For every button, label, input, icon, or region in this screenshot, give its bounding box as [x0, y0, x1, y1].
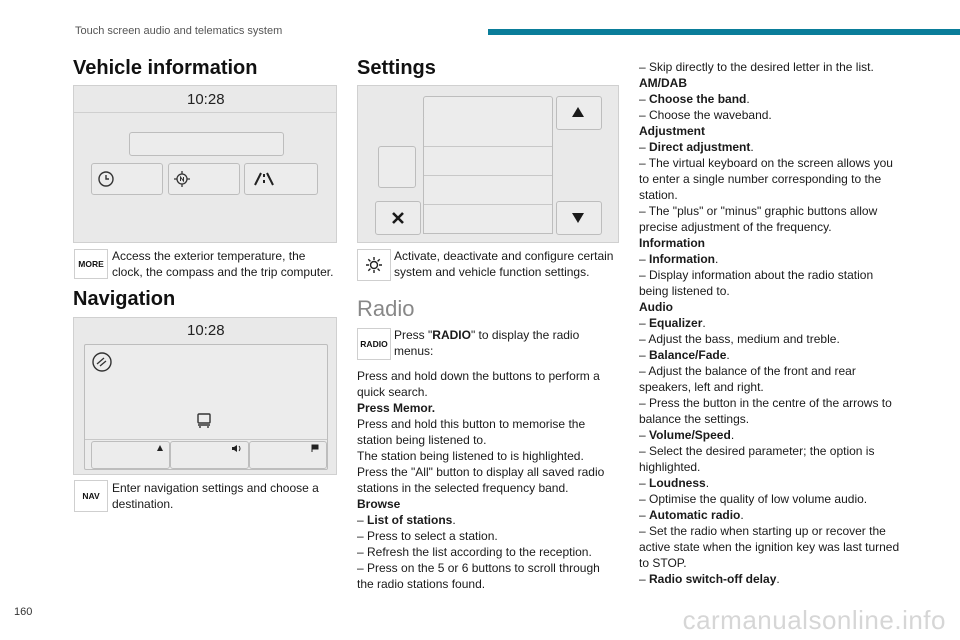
settings-screen-illustration	[357, 85, 619, 243]
text-line: Press the "All" button to display all saved radio	[357, 465, 605, 479]
text-line: menus:	[394, 344, 434, 358]
text-line: Access the exterior temperature, the	[112, 249, 306, 263]
text-line: – Adjust the bass, medium and treble.	[639, 332, 840, 346]
text-line: stations in the selected frequency band.	[357, 481, 569, 495]
text-line: station being listened to.	[357, 433, 487, 447]
nav-volume-button	[170, 441, 249, 469]
text-line: – Volume/Speed.	[639, 428, 735, 442]
arrow-up-icon	[156, 444, 164, 452]
text-line: – Adjust the balance of the front and rear	[639, 364, 856, 378]
text-line: clock, the compass and the trip computer.	[112, 265, 334, 279]
text-line: – List of stations.	[357, 513, 456, 527]
text-line: to enter a single number corresponding to the	[639, 172, 882, 186]
poi-icon	[196, 412, 212, 430]
close-button	[375, 201, 421, 235]
text-line: speakers, left and right.	[639, 380, 764, 394]
compass-icon	[173, 170, 191, 188]
settings-badge	[357, 249, 391, 281]
nav-badge: NAV	[74, 480, 108, 512]
text-line: – Press the button in the centre of the arrows to	[639, 396, 892, 410]
navigation-compass-icon	[91, 351, 113, 373]
text-line: – The virtual keyboard on the screen allows you	[639, 156, 893, 170]
header-accent-bar	[488, 29, 960, 35]
text-line: – Automatic radio.	[639, 508, 744, 522]
text-line: – Press to select a station.	[357, 529, 498, 543]
text-line: – Display information about the radio station	[639, 268, 874, 282]
text-line: station.	[639, 188, 678, 202]
settings-list-header	[423, 96, 553, 120]
gear-icon	[364, 255, 384, 275]
text-line: – Optimise the quality of low volume audio.	[639, 492, 868, 506]
text-line: – Direct adjustment.	[639, 140, 754, 154]
nav-direction-button	[91, 441, 170, 469]
map-bar	[85, 439, 327, 440]
text-line: system and vehicle function settings.	[394, 265, 590, 279]
text-line: balance the settings.	[639, 412, 750, 426]
text-line: destination.	[112, 497, 174, 511]
text-line: Press and hold this button to memorise the	[357, 417, 586, 431]
text-line: – Radio switch-off delay.	[639, 572, 780, 586]
text-line: – Information.	[639, 252, 719, 266]
text-line: Browse	[357, 497, 401, 511]
radio-heading: Radio	[357, 296, 415, 321]
radio-intro	[394, 327, 579, 359]
text-line: to STOP.	[639, 556, 687, 570]
text-line: active state when the ignition key was last turned	[639, 540, 900, 554]
text-line: – Press on the 5 or 6 buttons to scroll through	[357, 561, 600, 575]
text-line: being listened to.	[639, 284, 730, 298]
text-line: Audio	[639, 300, 673, 314]
close-icon	[391, 211, 405, 225]
text-line: Enter navigation settings and choose a	[112, 481, 319, 495]
navigation-heading: Navigation	[73, 288, 176, 310]
triangle-down-icon	[571, 212, 585, 224]
vehicle-info-heading: Vehicle information	[73, 57, 258, 79]
text-line: AM/DAB	[639, 76, 687, 90]
trip-computer-button	[244, 163, 318, 195]
text-line: Information	[639, 236, 705, 250]
clock-icon	[97, 170, 115, 188]
settings-heading: Settings	[357, 57, 436, 79]
road-icon	[253, 171, 275, 187]
text-line: quick search.	[357, 385, 428, 399]
text-line: highlighted.	[639, 460, 701, 474]
clock-button	[91, 163, 163, 195]
screen-divider	[74, 112, 336, 113]
text-line: Press "RADIO" to display the radio	[394, 328, 580, 342]
text-line: precise adjustment of the frequency.	[639, 220, 832, 234]
vehicle-info-screen-illustration	[73, 85, 337, 243]
radio-body-column	[357, 368, 604, 592]
text-line: Activate, deactivate and configure certain	[394, 249, 614, 263]
speaker-icon	[231, 444, 243, 453]
text-line: – Choose the waveband.	[639, 108, 772, 122]
page-number: 160	[14, 606, 33, 618]
screen-clock: 10:28	[187, 322, 225, 339]
scroll-down-button	[556, 201, 602, 235]
navigation-screen-illustration	[73, 317, 337, 475]
text-line: – Choose the band.	[639, 92, 750, 106]
vehicle-info-description	[112, 248, 333, 280]
map-area	[84, 344, 328, 470]
text-line: – Set the radio when starting up or recover the	[639, 524, 886, 538]
text-line: – Balance/Fade.	[639, 348, 730, 362]
running-header: Touch screen audio and telematics system	[75, 25, 283, 37]
text-line: – Equalizer.	[639, 316, 706, 330]
text-line: – Skip directly to the desired letter in the list.	[639, 60, 874, 74]
navigation-description	[112, 480, 319, 512]
triangle-up-icon	[571, 106, 585, 118]
text-line: Adjustment	[639, 124, 705, 138]
screen-info-display	[129, 132, 284, 156]
flag-icon	[310, 444, 320, 453]
text-line: Press Memor.	[357, 401, 436, 415]
more-badge: MORE	[74, 249, 108, 279]
settings-description	[394, 248, 613, 280]
watermark: carmanualsonline.info	[682, 605, 946, 635]
text-line: the radio stations found.	[357, 577, 486, 591]
text-line: – Select the desired parameter; the option is	[639, 444, 875, 458]
text-line: Press and hold down the buttons to perform a	[357, 369, 600, 383]
screen-clock: 10:28	[187, 91, 225, 108]
radio-badge: RADIO	[357, 328, 391, 360]
settings-list	[423, 118, 553, 234]
nav-options-button	[249, 441, 327, 469]
text-line: – The "plus" or "minus" graphic buttons allow	[639, 204, 878, 218]
text-line: – Refresh the list according to the reception.	[357, 545, 592, 559]
scroll-up-button	[556, 96, 602, 130]
compass-button	[168, 163, 240, 195]
text-line: – Loudness.	[639, 476, 710, 490]
text-line: The station being listened to is highlighted.	[357, 449, 584, 463]
settings-side-panel	[378, 146, 416, 188]
radio-options-column	[639, 59, 899, 587]
